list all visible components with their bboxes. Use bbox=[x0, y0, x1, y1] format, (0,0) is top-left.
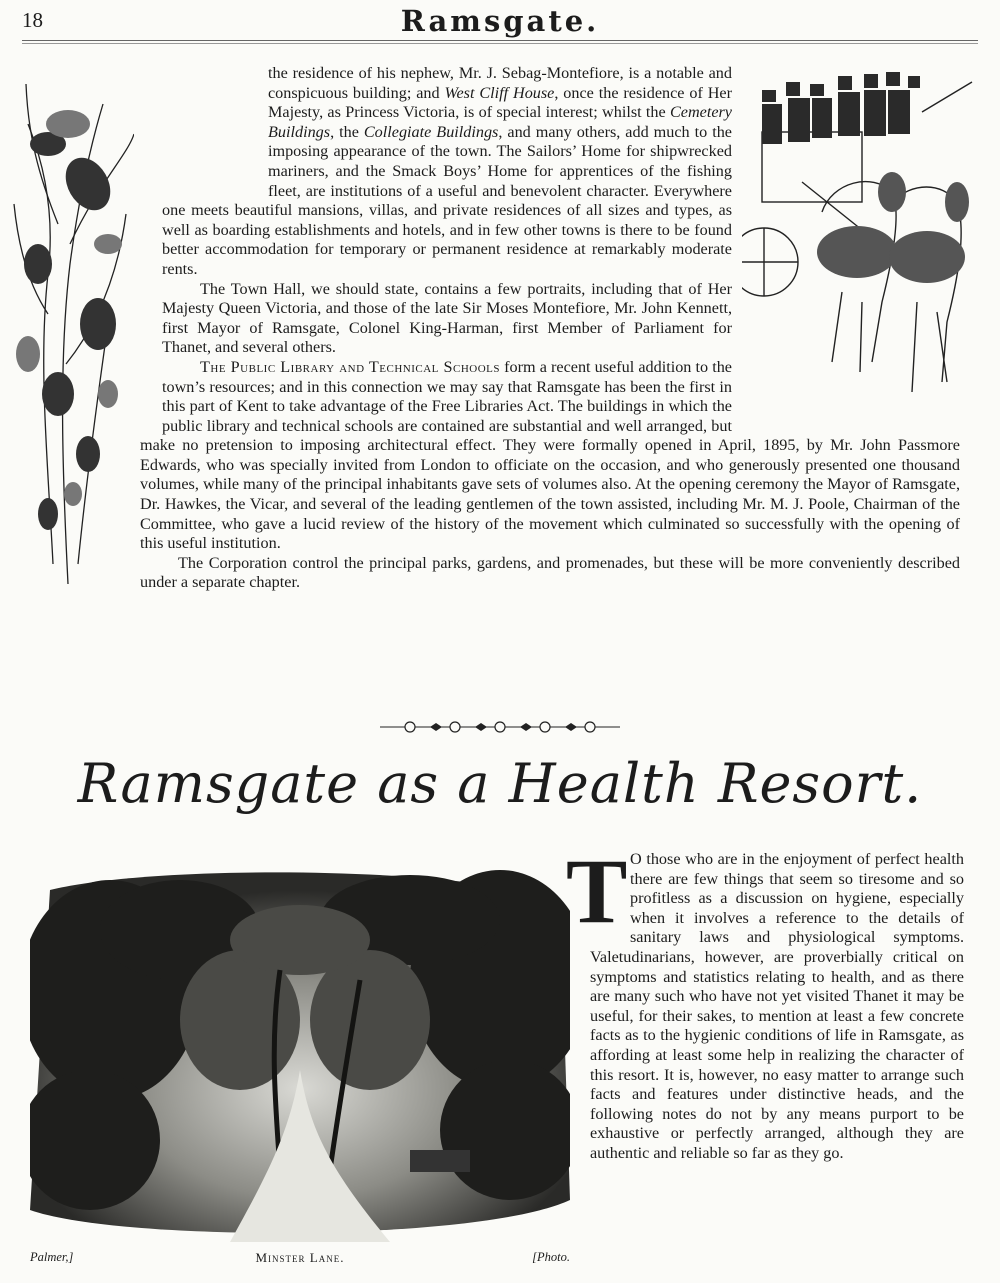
paragraph-library: The Public Library and Technical Schools form a recent useful addition to the town’s resources; and in this connection we may say that Ramsgate has been the first in this part of Kent to take advantage of the Free Libraries Act. The buildings in which the public library and technical schools are contained are substantial and well arranged, but make no pretension to imposing architectural effect. They were formally opened in April, 1895, by Mr. John Passmore Edwards, who was specially invited from London to officiate on the occasion, and who generously presented one thousand volumes, while many of the principal inhabitants gave sets of volumes also. At the opening ceremony the Mayor of Ramsgate, Dr. Hawkes, the Vicar, and several of the leading gentlemen of the town assisted, including Mr. M. J. Poole, Chairman of the Committee, who gave a lucid review of the history of the movement which culminated so successfully with the opening of this useful institution. bbox=[140, 357, 960, 553]
header-rule bbox=[22, 40, 978, 44]
section-title: Ramsgate as a Health Resort. bbox=[77, 752, 923, 815]
paragraph-town-hall: The Town Hall, we should state, contains a few portraits, including that of Her Majesty Queen Victoria, and those of the late Sir Moses Montefiore, Mr. John Kennett, first Mayor of Ramsgate, Colonel King-Harman, first Member of Parliament for Thanet, and several others. bbox=[162, 279, 732, 357]
minster-lane-photo bbox=[30, 870, 570, 1242]
health-resort-article bbox=[566, 840, 964, 1164]
collegiate-buildings: Collegiate Buildings bbox=[363, 122, 499, 141]
running-title: Ramsgate. bbox=[400, 4, 600, 38]
photo-title: Minster Lane. bbox=[255, 1250, 345, 1265]
photo-credit: [Photo. bbox=[532, 1250, 570, 1264]
page-number: 18 bbox=[22, 8, 43, 32]
drop-cap: T bbox=[566, 840, 628, 942]
library-heading: The Public Library and Technical Schools bbox=[200, 357, 501, 376]
ornamental-divider bbox=[380, 718, 620, 736]
botanical-engraving bbox=[8, 64, 134, 588]
continued-article bbox=[140, 64, 960, 593]
paragraph-corporation: The Corporation control the principal parks, gardens, and promenades, but these will be more conveniently described under a separate chapter. bbox=[140, 553, 960, 592]
cemetery-buildings: Cemetery Buildings bbox=[268, 103, 732, 141]
paragraph-residences: the residence of his nephew, Mr. J. Sebag-Montefiore, is a notable and conspicuous building; and West Cliff House, once the residence of Her Majesty, as Princess Victoria, is of special interest; whilst the Cemetery Buildings, the Collegiate Buildings, and many others, add much to the imposing appearance of the town. The Sailors’ Home for shipwrecked mariners, and the Smack Boys’ Home for apprentices of the fishing fleet, are institutions of a useful and benevolent character. Everywhere one meets beautiful mansions, villas, and private residences of all sizes and types, as well as boarding establishments and hotels, and in few other towns is there to be found better accommodation for temporary or permanent residence at remarkably moderate rents. bbox=[162, 64, 732, 278]
west-cliff-house: West Cliff House bbox=[444, 83, 555, 102]
photo-caption bbox=[30, 1250, 570, 1270]
paragraph-hygiene: O those who are in the enjoyment of perfect health there are few things that seem so tiresome and so profitless as a discussion on hygiene, especially when it involves a reference to the details of sanitary laws and physiological symptoms. Valetudinarians, however, are proverbially critical on symptoms and statistics relating to health, and as there are many such who have not yet visited Thanet it may be useful, for their sakes, to mention at least a few concrete facts as to the hygienic conditions of life in Ramsgate, as affording at least some help in realizing the character of this resort. It is, however, no easy matter to arrange such facts and features under distinctive heads, and the following notes do not by any means purport to be exhaustive or perfectly arranged, although they are authentic and reliable so far as they go. bbox=[590, 850, 964, 1162]
photographer-credit: Palmer,] bbox=[30, 1250, 74, 1264]
